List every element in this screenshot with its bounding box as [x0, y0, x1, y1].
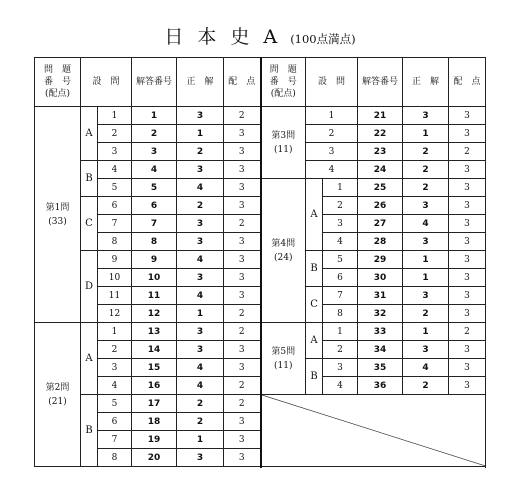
answer-number-cell: 2 — [132, 125, 177, 143]
question-label-cell — [35, 323, 81, 467]
group-label: B — [306, 359, 323, 395]
answer-number-cell: 35 — [358, 359, 403, 377]
setsumon-cell: 7 — [98, 431, 132, 449]
correct-answer-cell: 3 — [177, 341, 224, 359]
points-cell: 3 — [224, 197, 261, 215]
setsumon-cell: 2 — [323, 197, 358, 215]
correct-answer-cell: 4 — [177, 287, 224, 305]
correct-answer-cell: 1 — [403, 323, 449, 341]
points-cell: 3 — [449, 269, 486, 287]
header-points-right: 配 点 — [449, 58, 486, 107]
correct-answer-cell: 3 — [403, 107, 449, 125]
setsumon-cell: 8 — [98, 449, 132, 467]
table-row — [35, 377, 486, 395]
setsumon-cell: 1 — [98, 107, 132, 125]
correct-answer-cell: 3 — [403, 233, 449, 251]
points-cell: 3 — [224, 179, 261, 197]
correct-answer-cell: 3 — [177, 269, 224, 287]
correct-answer-cell: 3 — [403, 197, 449, 215]
points-cell: 3 — [449, 161, 486, 179]
question-points: (11) — [274, 360, 293, 371]
correct-answer-cell: 2 — [403, 305, 449, 323]
correct-answer-cell: 3 — [177, 233, 224, 251]
answer-number-cell: 30 — [358, 269, 403, 287]
group-label: A — [81, 323, 98, 395]
correct-answer-cell: 2 — [403, 377, 449, 395]
correct-answer-cell: 4 — [403, 215, 449, 233]
table-row — [35, 143, 486, 161]
correct-answer-cell: 2 — [403, 143, 449, 161]
setsumon-cell: 9 — [98, 251, 132, 269]
answer-number-cell: 22 — [358, 125, 403, 143]
page-title — [0, 22, 520, 49]
points-cell: 3 — [449, 377, 486, 395]
correct-answer-cell: 1 — [403, 269, 449, 287]
table-row — [35, 251, 486, 269]
setsumon-cell: 7 — [98, 215, 132, 233]
correct-answer-cell: 3 — [177, 107, 224, 125]
points-cell: 3 — [449, 215, 486, 233]
setsumon-cell: 4 — [306, 161, 358, 179]
points-cell: 2 — [224, 305, 261, 323]
setsumon-cell: 3 — [323, 359, 358, 377]
correct-answer-cell: 3 — [177, 449, 224, 467]
points-cell: 3 — [224, 359, 261, 377]
answer-number-cell: 32 — [358, 305, 403, 323]
header-row — [35, 58, 486, 107]
correct-answer-cell: 1 — [177, 125, 224, 143]
setsumon-cell: 1 — [323, 323, 358, 341]
points-cell: 3 — [449, 125, 486, 143]
table-row — [35, 107, 486, 125]
header-question-no-line3: (配点) — [44, 89, 71, 99]
answer-number-cell: 10 — [132, 269, 177, 287]
points-cell: 3 — [449, 233, 486, 251]
setsumon-cell: 6 — [323, 269, 358, 287]
answer-number-cell: 21 — [358, 107, 403, 125]
answer-number-cell: 28 — [358, 233, 403, 251]
header-question-no-line1: 問 題 — [43, 65, 71, 75]
header-setsumon: 設 問 — [81, 58, 132, 107]
answer-number-cell: 8 — [132, 233, 177, 251]
points-cell: 3 — [224, 287, 261, 305]
question-label: 第3問 — [271, 130, 296, 141]
setsumon-cell: 3 — [98, 359, 132, 377]
table-row — [35, 233, 486, 251]
question-label-cell — [261, 323, 306, 395]
table-row — [35, 197, 486, 215]
correct-answer-cell: 2 — [177, 143, 224, 161]
answer-number-cell: 5 — [132, 179, 177, 197]
setsumon-cell: 4 — [98, 161, 132, 179]
setsumon-cell: 2 — [306, 125, 358, 143]
setsumon-cell: 8 — [98, 233, 132, 251]
group-label: A — [81, 107, 98, 161]
title-subtitle: (100点満点) — [290, 32, 356, 46]
correct-answer-cell: 3 — [177, 161, 224, 179]
table-row — [35, 179, 486, 197]
answer-number-cell: 6 — [132, 197, 177, 215]
points-cell: 3 — [449, 197, 486, 215]
question-points: (33) — [48, 216, 67, 227]
header-question-no — [35, 58, 81, 107]
points-cell: 3 — [449, 341, 486, 359]
answer-number-cell: 36 — [358, 377, 403, 395]
points-cell: 2 — [224, 377, 261, 395]
points-cell: 3 — [449, 287, 486, 305]
correct-answer-cell: 1 — [177, 431, 224, 449]
setsumon-cell: 2 — [323, 341, 358, 359]
correct-answer-cell: 2 — [177, 197, 224, 215]
points-cell: 3 — [224, 251, 261, 269]
table-row — [35, 215, 486, 233]
answer-number-cell: 18 — [132, 413, 177, 431]
header-correct: 正 解 — [177, 58, 224, 107]
question-label-cell — [261, 179, 306, 323]
group-label: B — [81, 161, 98, 197]
points-cell: 3 — [449, 179, 486, 197]
question-label: 第2問 — [45, 382, 70, 393]
question-points: (24) — [274, 252, 293, 263]
table-row — [35, 395, 486, 413]
setsumon-cell: 7 — [323, 287, 358, 305]
points-cell: 3 — [224, 269, 261, 287]
points-cell: 2 — [224, 323, 261, 341]
correct-answer-cell: 1 — [403, 251, 449, 269]
table-row — [35, 161, 486, 179]
question-label: 第4問 — [271, 238, 296, 249]
correct-answer-cell: 4 — [403, 359, 449, 377]
group-label: C — [306, 287, 323, 323]
answer-number-cell: 29 — [358, 251, 403, 269]
points-cell: 3 — [224, 125, 261, 143]
points-cell: 3 — [224, 161, 261, 179]
answer-number-cell: 19 — [132, 431, 177, 449]
correct-answer-cell: 2 — [403, 179, 449, 197]
setsumon-cell: 10 — [98, 269, 132, 287]
answer-number-cell: 34 — [358, 341, 403, 359]
correct-answer-cell: 2 — [177, 395, 224, 413]
question-label-cell — [261, 107, 306, 179]
answer-number-cell: 7 — [132, 215, 177, 233]
answer-number-cell: 26 — [358, 197, 403, 215]
points-cell: 3 — [224, 143, 261, 161]
empty-diagonal-cell — [261, 395, 486, 467]
points-cell: 3 — [224, 341, 261, 359]
answer-number-cell: 3 — [132, 143, 177, 161]
answer-number-cell: 23 — [358, 143, 403, 161]
group-label: B — [306, 251, 323, 287]
group-label: C — [81, 197, 98, 251]
answer-number-cell: 16 — [132, 377, 177, 395]
answer-table — [34, 57, 486, 467]
group-label: A — [306, 323, 323, 359]
answer-number-cell: 9 — [132, 251, 177, 269]
header-question-no-right — [261, 58, 306, 107]
points-cell: 3 — [449, 359, 486, 377]
setsumon-cell: 3 — [98, 143, 132, 161]
header-question-no-line1: 問 題 — [269, 65, 297, 75]
answer-number-cell: 15 — [132, 359, 177, 377]
correct-answer-cell: 3 — [403, 287, 449, 305]
table-row — [35, 305, 486, 323]
header-answer-no: 解答番号 — [132, 58, 177, 107]
setsumon-cell: 2 — [98, 125, 132, 143]
correct-answer-cell: 4 — [177, 359, 224, 377]
group-label: D — [81, 251, 98, 323]
setsumon-cell: 6 — [98, 197, 132, 215]
setsumon-cell: 1 — [306, 107, 358, 125]
correct-answer-cell: 4 — [177, 377, 224, 395]
setsumon-cell: 4 — [323, 377, 358, 395]
answer-number-cell: 4 — [132, 161, 177, 179]
table-row — [35, 341, 486, 359]
header-setsumon-right: 設 問 — [306, 58, 358, 107]
correct-answer-cell: 4 — [177, 251, 224, 269]
header-points: 配 点 — [224, 58, 261, 107]
question-points: (21) — [48, 396, 67, 407]
points-cell: 3 — [449, 107, 486, 125]
answer-number-cell: 20 — [132, 449, 177, 467]
setsumon-cell: 5 — [323, 251, 358, 269]
answer-number-cell: 27 — [358, 215, 403, 233]
setsumon-cell: 4 — [98, 377, 132, 395]
setsumon-cell: 1 — [98, 323, 132, 341]
correct-answer-cell: 3 — [403, 341, 449, 359]
setsumon-cell: 4 — [323, 233, 358, 251]
answer-number-cell: 13 — [132, 323, 177, 341]
answer-number-cell: 31 — [358, 287, 403, 305]
points-cell: 3 — [449, 251, 486, 269]
diagonal-line — [262, 395, 486, 466]
answer-number-cell: 25 — [358, 179, 403, 197]
points-cell: 3 — [224, 449, 261, 467]
question-label: 第5問 — [271, 346, 296, 357]
table-row — [35, 323, 486, 341]
header-question-no-line3: (配点) — [270, 89, 296, 99]
points-cell: 3 — [449, 305, 486, 323]
setsumon-cell: 5 — [98, 395, 132, 413]
header-question-no-line2: 番 号 — [43, 77, 71, 87]
answer-number-cell: 1 — [132, 107, 177, 125]
points-cell: 3 — [224, 233, 261, 251]
answer-number-cell: 17 — [132, 395, 177, 413]
header-answer-no-right: 解答番号 — [358, 58, 403, 107]
group-label: B — [81, 395, 98, 467]
question-label: 第1問 — [45, 202, 70, 213]
points-cell: 2 — [449, 323, 486, 341]
setsumon-cell: 8 — [323, 305, 358, 323]
table-row — [35, 359, 486, 377]
setsumon-cell: 3 — [323, 215, 358, 233]
table-row — [35, 287, 486, 305]
correct-answer-cell: 4 — [177, 179, 224, 197]
points-cell: 2 — [449, 143, 486, 161]
question-label-cell — [35, 107, 81, 323]
table-row — [35, 269, 486, 287]
correct-answer-cell: 1 — [177, 305, 224, 323]
setsumon-cell: 12 — [98, 305, 132, 323]
header-question-no-line2: 番 号 — [269, 77, 297, 87]
answer-number-cell: 24 — [358, 161, 403, 179]
answer-number-cell: 14 — [132, 341, 177, 359]
header-correct-right: 正 解 — [403, 58, 449, 107]
answer-number-cell: 33 — [358, 323, 403, 341]
points-cell: 2 — [224, 107, 261, 125]
setsumon-cell: 3 — [306, 143, 358, 161]
points-cell: 2 — [224, 215, 261, 233]
answer-number-cell: 12 — [132, 305, 177, 323]
setsumon-cell: 1 — [323, 179, 358, 197]
correct-answer-cell: 2 — [403, 161, 449, 179]
setsumon-cell: 2 — [98, 341, 132, 359]
group-label: A — [306, 179, 323, 251]
correct-answer-cell: 1 — [403, 125, 449, 143]
setsumon-cell: 11 — [98, 287, 132, 305]
title-main: 日本史A — [164, 26, 292, 48]
correct-answer-cell: 3 — [177, 215, 224, 233]
setsumon-cell: 5 — [98, 179, 132, 197]
correct-answer-cell: 3 — [177, 323, 224, 341]
correct-answer-cell: 2 — [177, 413, 224, 431]
points-cell: 3 — [224, 413, 261, 431]
question-points: (11) — [274, 144, 293, 155]
points-cell: 2 — [224, 395, 261, 413]
points-cell: 3 — [224, 431, 261, 449]
answer-number-cell: 11 — [132, 287, 177, 305]
table-row — [35, 125, 486, 143]
setsumon-cell: 6 — [98, 413, 132, 431]
